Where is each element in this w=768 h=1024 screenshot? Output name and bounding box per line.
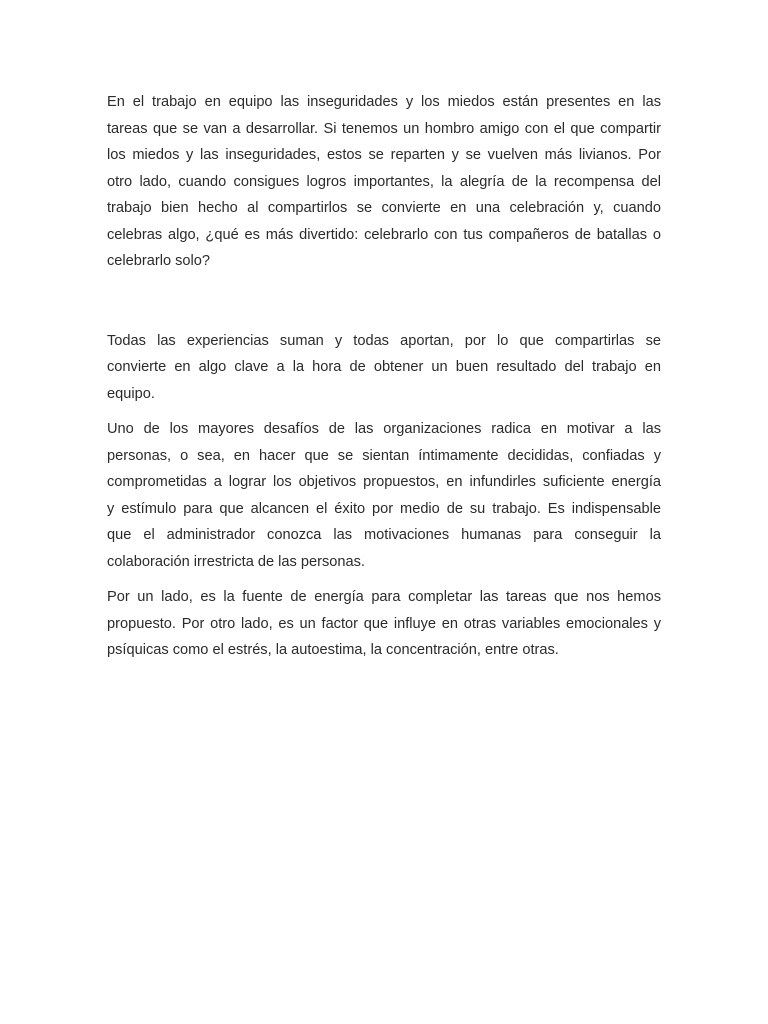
text-line: Uno de los mayores desafíos de las organizaciones radica en motivar a las bbox=[107, 421, 661, 437]
text-line: celebras algo, ¿qué es más divertido: celebrarlo con tus compañeros de batallas o bbox=[107, 226, 661, 243]
text-line: personas, o sea, en hacer que se sientan íntimamente decididas, confiadas y bbox=[107, 447, 661, 464]
text-line: que el administrador conozca las motivaciones humanas para conseguir la bbox=[107, 527, 661, 543]
text-line: colaboración irrestricta de las personas. bbox=[107, 553, 365, 570]
paragraph-teamwork-fears bbox=[107, 89, 661, 275]
text-line: psíquicas como el estrés, la autoestima, la concentración, entre otras. bbox=[107, 642, 559, 658]
text-line: comprometidas a lograr los objetivos propuestos, en infundirles suficiente energía bbox=[107, 474, 661, 490]
text-line: los miedos y las inseguridades, estos se reparten y se vuelven más livianos. Por bbox=[107, 147, 661, 163]
text-line: celebrarlo solo? bbox=[107, 253, 211, 269]
text-line: equipo. bbox=[107, 385, 155, 402]
paragraph-shared-experiences bbox=[107, 328, 661, 408]
document-body bbox=[107, 89, 661, 664]
text-line: propuesto. Por otro lado, es un factor que influye en otras variables emocionales y bbox=[107, 615, 661, 632]
text-line: otro lado, cuando consigues logros importantes, la alegría de la recompensa del bbox=[107, 173, 661, 190]
text-line: En el trabajo en equipo las inseguridades y los miedos están presentes en las bbox=[107, 94, 661, 110]
text-line: Por un lado, es la fuente de energía para completar las tareas que nos hemos bbox=[107, 589, 661, 605]
text-line: y estímulo para que alcancen el éxito por medio de su trabajo. Es indispensable bbox=[107, 500, 661, 517]
text-line: trabajo bien hecho al compartirlos se convierte en una celebración y, cuando bbox=[107, 200, 661, 216]
text-line: Todas las experiencias suman y todas aportan, por lo que compartirlas se bbox=[107, 332, 661, 349]
text-line: convierte en algo clave a la hora de obtener un buen resultado del trabajo en bbox=[107, 359, 661, 375]
text-line: tareas que se van a desarrollar. Si tenemos un hombro amigo con el que compartir bbox=[107, 120, 661, 137]
paragraph-energy-source bbox=[107, 584, 661, 664]
paragraph-motivation-challenge bbox=[107, 416, 661, 575]
